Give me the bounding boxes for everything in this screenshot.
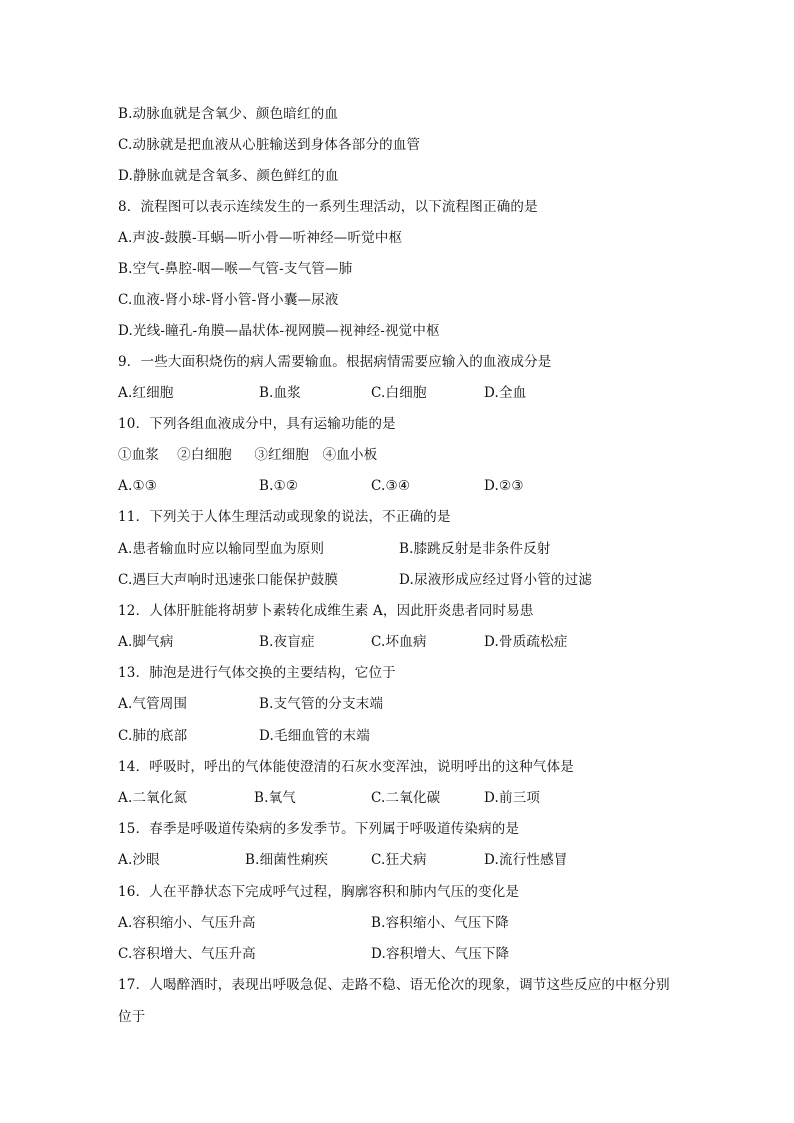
- question-11: 11．下列关于人体生理活动或现象的说法，不正确的是: [118, 509, 451, 525]
- q13-option-c: C.肺的底部: [118, 728, 188, 744]
- question-13: 13．肺泡是进行气体交换的主要结构，它位于: [118, 665, 396, 681]
- q13-option-d: D.毛细血管的末端: [259, 728, 370, 744]
- q14-option-c: C.二氧化碳: [371, 790, 441, 806]
- q8-option-a: A.声波-鼓膜-耳蜗—听小骨—听神经—听觉中枢: [118, 230, 403, 246]
- q16-option-b: B.容积缩小、气压下降: [371, 915, 509, 931]
- q10-items: ①血浆 ②白细胞 ③红细胞 ④血小板: [118, 447, 378, 463]
- q13-option-a: A.气管周围: [118, 696, 188, 712]
- question-15: 15．春季是呼吸道传染病的多发季节。下列属于呼吸道传染病的是: [118, 821, 520, 837]
- question-8: 8．流程图可以表示连续发生的一系列生理活动，以下流程图正确的是: [118, 199, 538, 215]
- question-16: 16．人在平静状态下完成呼气过程，胸廓容积和肺内气压的变化是: [118, 884, 520, 900]
- q8-option-c: C.血液-肾小球-肾小管-肾小囊—尿液: [118, 292, 339, 308]
- question-17-continued: 位于: [118, 1009, 146, 1025]
- q7-option-d: D.静脉血就是含氧多、颜色鲜红的血: [118, 168, 339, 184]
- q8-option-d: D.光线-瞳孔-角膜—晶状体-视网膜—视神经-视觉中枢: [118, 323, 440, 339]
- q15-option-d: D.流行性感冒: [484, 852, 568, 868]
- question-17: 17．人喝醉酒时，表现出呼吸急促、走路不稳、语无伦次的现象，调节这些反应的中枢分别: [118, 977, 670, 993]
- q16-option-d: D.容积增大、气压下降: [371, 946, 510, 962]
- q15-option-b: B.细菌性痢疾: [245, 852, 329, 868]
- q7-option-c: C.动脉就是把血液从心脏输送到身体各部分的血管: [118, 137, 421, 153]
- q8-option-b: B.空气-鼻腔-咽—喉—气管-支气管—肺: [118, 261, 353, 277]
- question-14: 14．呼吸时，呼出的气体能使澄清的石灰水变浑浊，说明呼出的这种气体是: [118, 759, 574, 775]
- q12-option-b: B.夜盲症: [259, 634, 315, 650]
- q12-option-a: A.脚气病: [118, 634, 174, 650]
- question-12: 12．人体肝脏能将胡萝卜素转化成维生素 A，因此肝炎患者同时易患: [118, 603, 534, 619]
- q15-option-a: A.沙眼: [118, 852, 160, 868]
- q16-option-a: A.容积缩小、气压升高: [118, 915, 256, 931]
- q10-option-b: B.①②: [259, 478, 299, 494]
- q11-option-c: C.遇巨大声响时迅速张口能保护鼓膜: [118, 572, 339, 588]
- q13-option-b: B.支气管的分支末端: [259, 696, 384, 712]
- q9-option-a: A.红细胞: [118, 385, 174, 401]
- q10-option-d: D.②③: [484, 478, 524, 494]
- q14-option-d: D.前三项: [484, 790, 541, 806]
- q7-option-b: B.动脉血就是含氧少、颜色暗红的血: [118, 106, 339, 122]
- question-9: 9．一些大面积烧伤的病人需要输血。根据病情需要应输入的血液成分是: [118, 354, 552, 370]
- q14-option-a: A.二氧化氮: [118, 790, 188, 806]
- q16-option-c: C.容积增大、气压升高: [118, 946, 256, 962]
- q10-option-c: C.③④: [371, 478, 411, 494]
- q11-option-b: B.膝跳反射是非条件反射: [399, 541, 551, 557]
- q14-option-b: B.氧气: [254, 790, 297, 806]
- q11-option-d: D.尿液形成应经过肾小管的过滤: [399, 572, 593, 588]
- q9-option-b: B.血浆: [259, 385, 302, 401]
- q9-option-c: C.白细胞: [371, 385, 427, 401]
- question-10: 10．下列各组血液成分中，具有运输功能的是: [118, 416, 396, 432]
- q10-option-a: A.①③: [118, 478, 158, 494]
- q15-option-c: C.狂犬病: [371, 852, 427, 868]
- q12-option-c: C.坏血病: [371, 634, 427, 650]
- q9-option-d: D.全血: [484, 385, 527, 401]
- q11-option-a: A.患者输血时应以输同型血为原则: [118, 541, 325, 557]
- q12-option-d: D.骨质疏松症: [484, 634, 568, 650]
